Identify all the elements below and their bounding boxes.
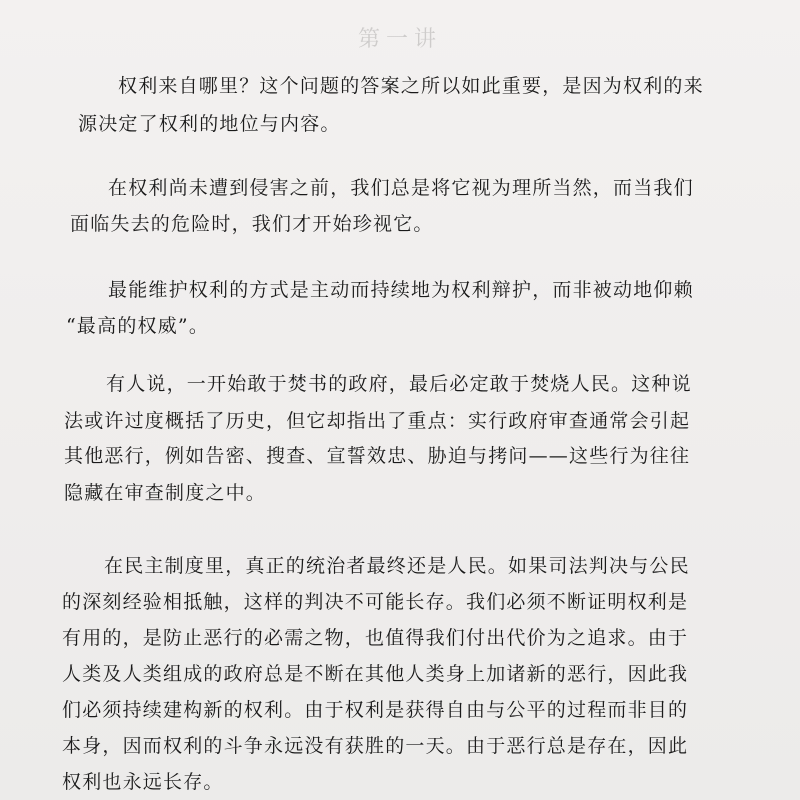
text-line: 们必须持续建构新的权利。由于权利是获得自由与公平的过程而非目的 xyxy=(62,699,689,721)
text-line: 有用的，是防止恶行的必需之物，也值得我们付出代价为之追求。由于 xyxy=(62,627,689,649)
text-line: 法或许过度概括了历史，但它却指出了重点：实行政府审查通常会引起 xyxy=(64,410,691,432)
text-line: “最高的权威”。 xyxy=(66,315,210,337)
text-line: 在权利尚未遭到侵害之前，我们总是将它视为理所当然，而当我们 xyxy=(108,177,694,199)
chapter-header: 第一讲 xyxy=(357,27,442,52)
text-line: 最能维护权利的方式是主动而持续地为权利辩护，而非被动地仰赖 xyxy=(108,279,694,301)
text-line: 在民主制度里，真正的统治者最终还是人民。如果司法判决与公民 xyxy=(104,555,690,577)
text-line: 的深刻经验相抵触，这样的判决不可能长存。我们必须不断证明权利是 xyxy=(62,591,689,613)
text-line: 隐藏在审查制度之中。 xyxy=(64,482,267,504)
text-line: 源决定了权利的地位与内容。 xyxy=(78,113,341,135)
text-line: 权利来自哪里？这个问题的答案之所以如此重要，是因为权利的来 xyxy=(118,75,704,97)
text-line: 人类及人类组成的政府总是不断在其他人类身上加诸新的恶行，因此我 xyxy=(62,663,689,685)
text-line: 有人说，一开始敢于焚书的政府，最后必定敢于焚烧人民。这种说 xyxy=(106,373,692,395)
text-line: 其他恶行，例如告密、搜查、宣誓效忠、胁迫与拷问——这些行为往往 xyxy=(64,445,691,467)
text-line: 本身，因而权利的斗争永远没有获胜的一天。由于恶行总是存在，因此 xyxy=(62,735,689,757)
text-line: 面临失去的危险时，我们才开始珍视它。 xyxy=(70,213,434,235)
text-line: 权利也永远长存。 xyxy=(62,771,224,793)
